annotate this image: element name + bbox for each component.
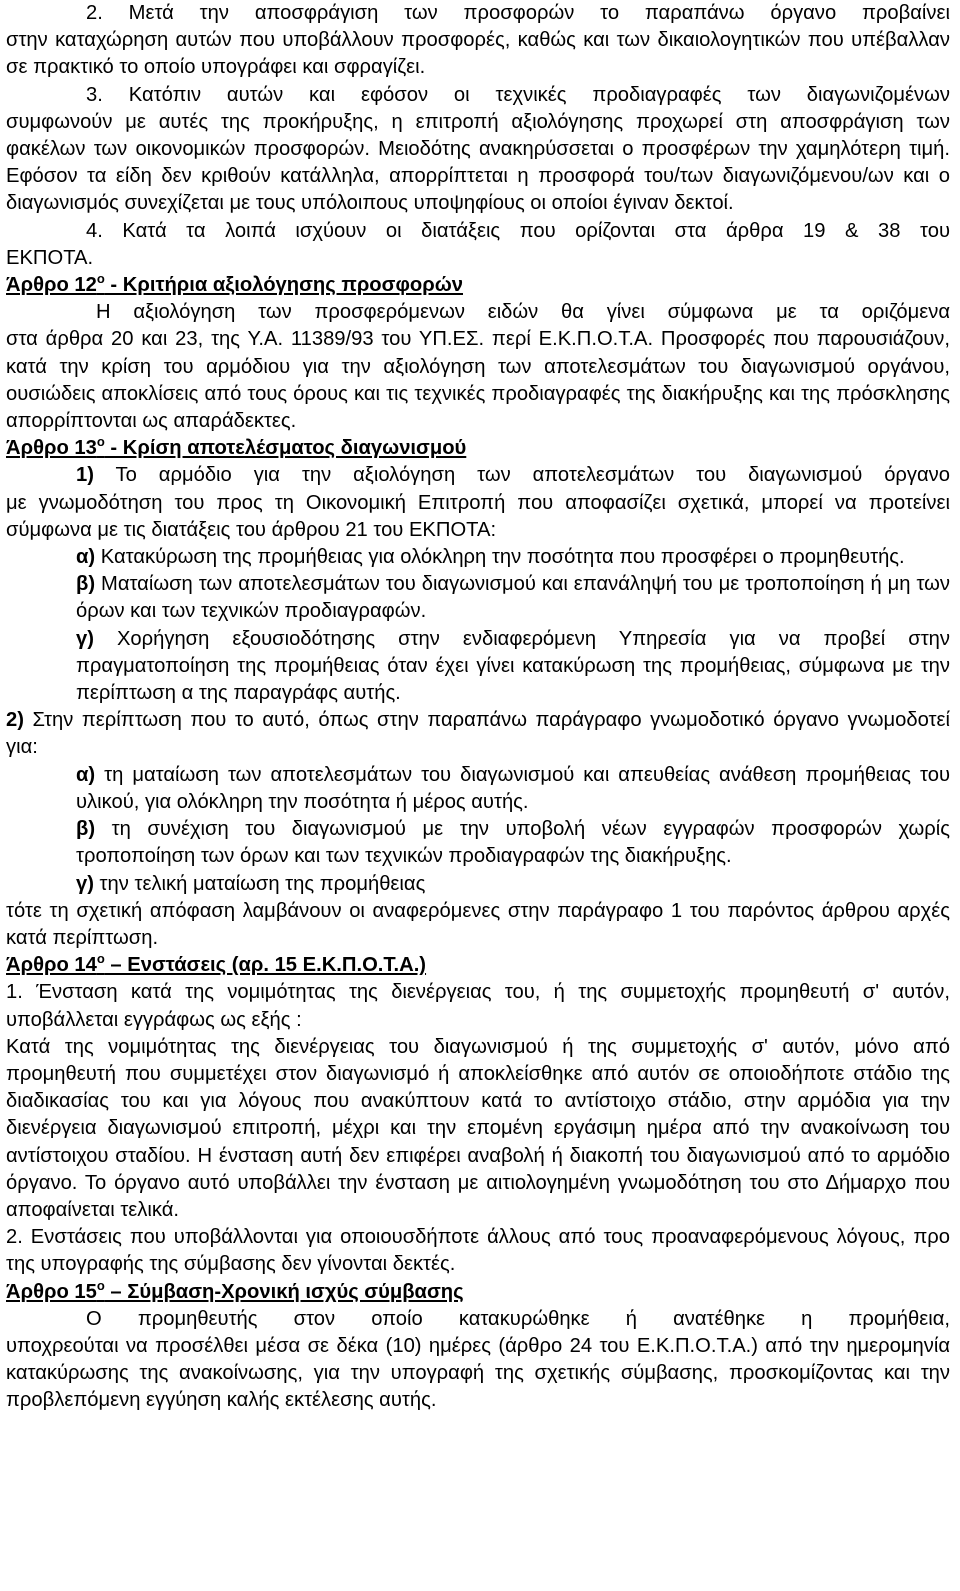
article-14-heading	[6, 952, 950, 979]
item-c2-text: την τελική ματαίωση της προμήθειας	[93, 872, 426, 895]
article-13-clause-1-first-line	[6, 462, 950, 489]
item-b2-label: β)	[76, 818, 96, 841]
article-14-paragraph-2: 2. Ενστάσεις που υποβάλλονται για οποιουσδήποτε άλλους από τους προαναφερόμενους λόγους, προ της υπογραφής της σύμβασης δεν γίνονται δεκτές.	[6, 1226, 950, 1276]
article-12-heading-pre: Άρθρο 12	[6, 274, 97, 297]
article-13-closing: τότε τη σχετική απόφαση λαμβάνουν οι αναφερόμενες στην παράγραφο 1 του παρόντος άρθρου αρχές κατά περίπτωση.	[6, 899, 950, 949]
article-12-first-line: Η αξιολόγηση των προσφερόμενων ειδών θα γίνει σύμφωνα με τα οριζόμενα	[96, 301, 950, 324]
article-14-paragraph-1: 1. Ένσταση κατά της νομιμότητας της διενέργειας του, ή της συμμετοχής προμηθευτή σ' αυτόν, υποβάλλεται εγγράφως ως εξής :	[6, 981, 950, 1031]
article-13-heading	[6, 435, 950, 462]
article-13-heading-pre: Άρθρο 13	[6, 437, 97, 460]
paragraph-3-first-line: 3. Κατόπιν αυτών και εφόσον οι τεχνικές προδιαγραφές των διαγωνιζομένων	[86, 83, 950, 106]
article-13-item-c2	[6, 871, 950, 898]
article-15-heading-title: – Σύμβαση-Χρονική ισχύς σύμβασης	[104, 1280, 464, 1303]
article-12-heading	[6, 272, 950, 299]
item-a2-label: α)	[76, 763, 96, 786]
item-a2-text: τη ματαίωση των αποτελεσμάτων του διαγωνισμού και απευθείας ανάθεση προμήθειας του υλικού, για ολόκληρη την ποσότητα ή μέρος αυτής.	[76, 763, 950, 813]
clause-1-label: 1)	[76, 464, 94, 487]
article-13-heading-title: - Κρίση αποτελέσματος διαγωνισμού	[104, 437, 467, 460]
article-14-paragraph-body: Κατά της νομιμότητας της διενέργειας του διαγωνισμού ή της συμμετοχής σ' αυτόν, μόνο από προμηθευτή που συμμετέχει στον διαγωνισμό ή αποκλείσθηκε από αυτόν σε οποιοδήποτε στάδιο της διαδικασίας του και για λόγους που ανακύπτουν κατά το αντίστοιχο στάδιο, στην αρμόδια για την διενέργεια διαγωνισμού επιτροπή, μέχρι και την επομένη εργάσιμη ημέρα από την ανακοίνωση του αντίστοιχου σταδίου. Η ένσταση αυτή δεν επιφέρει αναβολή ή διακοπή του διαγωνισμού από το αρμόδιο όργανο. Το όργανο αυτό υποβάλλει την ένσταση με αιτιολογημένη γνωμοδότηση του στο Δήμαρχο που αποφαίνεται τελικά.	[6, 1035, 950, 1221]
article-14-heading-pre: Άρθρο 14	[6, 954, 97, 977]
item-a-label: α)	[76, 546, 96, 569]
item-c-label: γ)	[76, 627, 94, 650]
article-13-heading-sup: ο	[96, 434, 105, 450]
paragraph-4-body: ΕΚΠΟΤΑ.	[6, 246, 94, 269]
item-c-text: Χορήγηση εξουσιοδότησης στην ενδιαφερόμενη Υπηρεσία για να προβεί στην πραγματοποίηση της προμήθειας όταν έχει γίνει κατακύρωση της προμήθειας, σύμφωνα με την περίπτωση α της παραγράφς αυτής.	[76, 627, 950, 705]
article-12-body: στα άρθρα 20 και 23, της Υ.Α. 11389/93 του ΥΠ.ΕΣ. περί Ε.Κ.Π.Ο.Τ.Α. Προσφορές που παρουσιάζουν, κατά την κρίση του αρμόδιου για την αξιολόγηση των αποτελεσμάτων του διαγωνισμού οργάνου, ουσιώδεις αποκλίσεις από τους όρους και τις τεχνικές προδιαγραφές της διακήρυξης και της πρόσκλησης απορρίπτονται ως απαράδεκτες.	[6, 328, 950, 433]
article-15-first-line: Ο προμηθευτής στον οποίο κατακυρώθηκε ή ανατέθηκε η προμήθεια,	[86, 1307, 950, 1330]
article-13-item-a	[6, 544, 950, 571]
article-13-item-b	[6, 571, 950, 625]
item-a-text: Κατακύρωση της προμήθειας για ολόκληρη την ποσότητα που προσφέρει ο προμηθευτής.	[95, 546, 905, 569]
article-13-item-b2	[6, 816, 950, 870]
article-15-heading-sup: ο	[96, 1277, 105, 1293]
paragraph-4-first-line: 4. Κατά τα λοιπά ισχύουν οι διατάξεις που ορίζονται στα άρθρα 19 & 38 του	[86, 219, 950, 242]
article-14-heading-title: – Ενστάσεις (αρ. 15 Ε.Κ.Π.Ο.Τ.Α.)	[104, 954, 427, 977]
clause-1-first-line-text: Το αρμόδιο για την αξιολόγηση των αποτελεσμάτων του διαγωνισμού όργανο	[93, 464, 950, 487]
clause-2-label: 2)	[6, 709, 24, 732]
article-14-heading-sup: ο	[96, 951, 105, 967]
paragraph-3-body: συμφωνούν με αυτές της προκήρυξης, η επιτροπή αξιολόγησης προχωρεί στη αποσφράγιση των φακέλων των οικονομικών προσφορών. Μειοδότης ανακηρύσσεται ο προσφέρων την χαμηλότερη τιμή. Εφόσον τα είδη δεν κριθούν κατάλληλα, απορρίπτεται η προσφορά του/των διαγωνιζόμενου/ων και ο διαγωνισμός συνεχίζεται με τους υπόλοιπους υποψηφίους οι οποίοι έγιναν δεκτοί.	[6, 110, 950, 215]
paragraph-2-body: στην καταχώρηση αυτών που υποβάλλουν προσφορές, καθώς και των δικαιολογητικών που υπέβαλλαν σε πρακτικό το οποίο υπογράφει και σφραγίζει.	[6, 29, 950, 79]
article-12-heading-title: - Κριτήρια αξιολόγησης προσφορών	[104, 274, 463, 297]
article-13-clause-2	[6, 707, 950, 761]
article-13-item-c	[6, 626, 950, 708]
clause-2-text: Στην περίπτωση που το αυτό, όπως στην παραπάνω παράγραφο γνωμοδοτικό όργανο γνωμοδοτεί για:	[6, 709, 950, 759]
item-b-label: β)	[76, 573, 96, 596]
item-b-text: Ματαίωση των αποτελεσμάτων του διαγωνισμού και επανάληψή του με τροποποίηση ή μη των όρων και των τεχνικών προδιαγραφών.	[76, 573, 950, 623]
article-15-body: υποχρεούται να προσέλθει μέσα σε δέκα (10) ημέρες (άρθρο 24 του Ε.Κ.Π.Ο.Τ.Α.) από την ημερομηνία κατακύρωσης της ανακοίνωσης, για την υπογραφή της σχετικής σύμβασης, προσκομίζοντας και την προβλεπόμενη εγγύηση καλής εκτέλεσης αυτής.	[6, 1334, 950, 1412]
article-15-heading	[6, 1279, 950, 1306]
article-15-heading-pre: Άρθρο 15	[6, 1280, 97, 1303]
article-13-clause-1-body: με γνωμοδότηση του προς τη Οικονομική Επιτροπή που αποφασίζει σχετικά, μπορεί να προτείνει σύμφωνα με τις διατάξεις του άρθρου 21 του ΕΚΠΟΤΑ:	[6, 491, 950, 541]
item-c2-label: γ)	[76, 872, 94, 895]
article-12-heading-sup: ο	[96, 271, 105, 287]
paragraph-2-first-line: 2. Μετά την αποσφράγιση των προσφορών το παραπάνω όργανο προβαίνει	[86, 2, 950, 24]
article-13-item-a2	[6, 762, 950, 816]
item-b2-text: τη συνέχιση του διαγωνισμού με την υποβολή νέων εγγραφών προσφορών χωρίς τροποποίηση των όρων και των τεχνικών προδιαγραφών της διακήρυξης.	[76, 818, 950, 868]
